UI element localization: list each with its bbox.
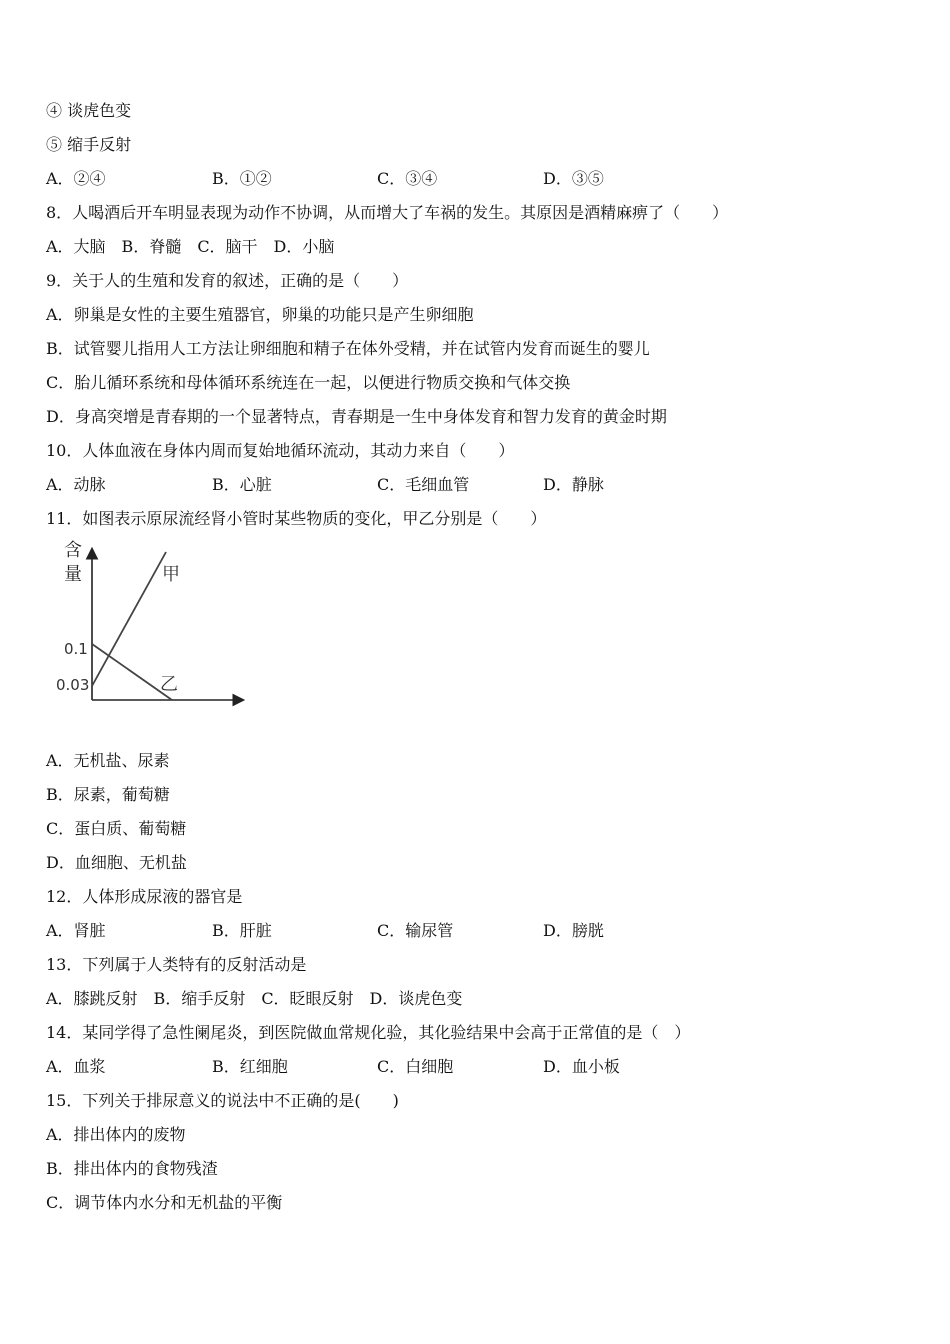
series-yi-label: 乙 xyxy=(160,674,178,695)
q14-option-d: D．血小板 xyxy=(543,1057,620,1076)
q13-stem: 13．下列属于人类特有的反射活动是 xyxy=(46,955,307,974)
q11-stem: 11．如图表示原尿流经肾小管时某些物质的变化，甲乙分别是（ ） xyxy=(46,509,547,528)
q12-option-d: D．膀胱 xyxy=(543,921,604,940)
q15-option-c: C．调节体内水分和无机盐的平衡 xyxy=(46,1193,283,1212)
q14-stem: 14．某同学得了急性阑尾炎，到医院做血常规化验，其化验结果中会高于正常值的是（ ） xyxy=(46,1023,691,1042)
q7-option-c: C．③④ xyxy=(377,169,438,188)
q15-option-a: A．排出体内的废物 xyxy=(46,1125,186,1144)
q7-item-5: ⑤ 缩手反射 xyxy=(46,135,132,154)
q10-option-b: B．心脏 xyxy=(212,475,272,494)
y-tick-label-0-1: 0.1 xyxy=(64,640,88,658)
q11-option-d: D．血细胞、无机盐 xyxy=(46,853,187,872)
q12-option-b: B．肝脏 xyxy=(212,921,272,940)
q11-option-c: C．蛋白质、葡萄糖 xyxy=(46,819,187,838)
q9-option-d: D．身高突增是青春期的一个显著特点，青春期是一生中身体发育和智力发育的黄金时期 xyxy=(46,407,667,426)
y-axis-label-char-2: 量 xyxy=(64,564,82,585)
q12-option-c: C．输尿管 xyxy=(377,921,454,940)
q8-stem: 8．人喝酒后开车明显表现为动作不协调，从而增大了车祸的发生。其原因是酒精麻痹了（ ） xyxy=(46,203,729,222)
q10-option-c: C．毛细血管 xyxy=(377,475,470,494)
series-jia-line xyxy=(92,552,166,686)
q15-option-b: B．排出体内的食物残渣 xyxy=(46,1159,218,1178)
q7-option-d: D．③⑤ xyxy=(543,169,604,188)
q9-option-b: B．试管婴儿指用人工方法让卵细胞和精子在体外受精，并在试管内发育而诞生的婴儿 xyxy=(46,339,650,358)
q11-option-a: A．无机盐、尿素 xyxy=(46,751,170,770)
q10-option-a: A．动脉 xyxy=(46,475,106,494)
y-axis-label-char-1: 含 xyxy=(64,540,82,561)
q12-option-a: A．肾脏 xyxy=(46,921,106,940)
q15-stem: 15．下列关于排尿意义的说法中不正确的是( ) xyxy=(46,1091,399,1110)
q7-option-a: A．②④ xyxy=(46,169,106,188)
q14-option-b: B．红细胞 xyxy=(212,1057,288,1076)
q9-option-a: A．卵巢是女性的主要生殖器官，卵巢的功能只是产生卵细胞 xyxy=(46,305,474,324)
q10-option-d: D．静脉 xyxy=(543,475,604,494)
q12-stem: 12．人体形成尿液的器官是 xyxy=(46,887,243,906)
q11-chart xyxy=(52,538,252,708)
q8-options: A．大脑 B．脊髓 C．脑干 D．小脑 xyxy=(46,237,335,256)
q7-item-4: ④ 谈虎色变 xyxy=(46,101,132,120)
q14-option-a: A．血浆 xyxy=(46,1057,106,1076)
q9-option-c: C．胎儿循环系统和母体循环系统连在一起，以便进行物质交换和气体交换 xyxy=(46,373,571,392)
y-tick-label-0-03: 0.03 xyxy=(56,676,90,694)
q9-stem: 9．关于人的生殖和发育的叙述，正确的是（ ） xyxy=(46,271,409,290)
q10-stem: 10．人体血液在身体内周而复始地循环流动，其动力来自（ ） xyxy=(46,441,515,460)
q14-option-c: C．白细胞 xyxy=(377,1057,454,1076)
q11-option-b: B．尿素，葡萄糖 xyxy=(46,785,170,804)
q7-option-b: B．①② xyxy=(212,169,272,188)
series-jia-label: 甲 xyxy=(162,564,180,585)
q13-options: A．膝跳反射 B．缩手反射 C．眨眼反射 D．谈虎色变 xyxy=(46,989,463,1008)
